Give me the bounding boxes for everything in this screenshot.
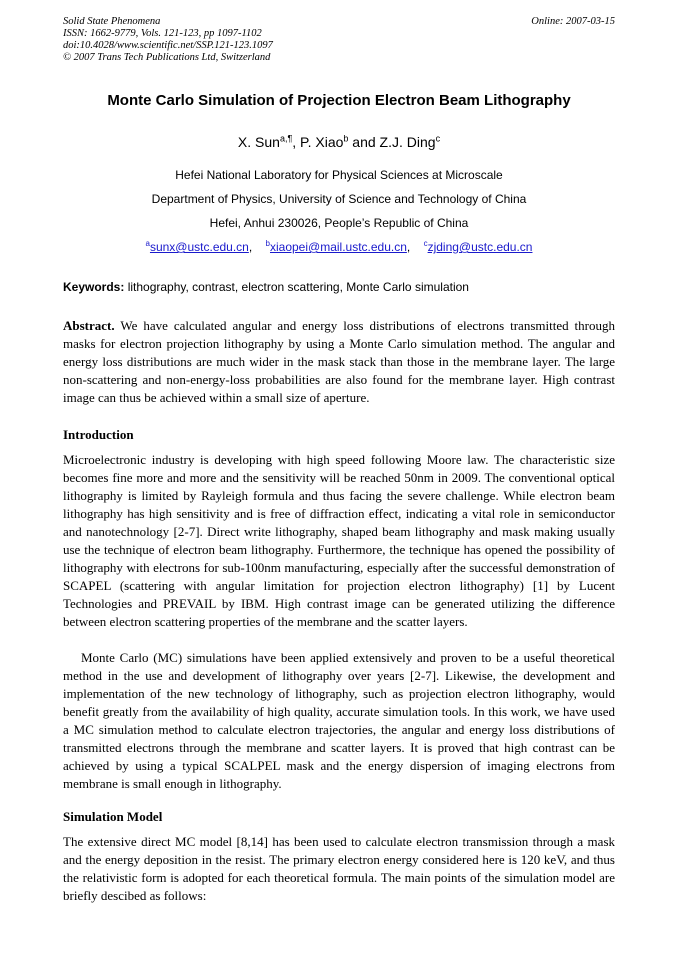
email-link[interactable]: zjding@ustc.edu.cn <box>427 240 533 254</box>
abstract-text: We have calculated angular and energy loss distributions of electrons transmitted through masks for electron projection lithography by using a Monte Carlo simulation method. The angular and energy loss distributions are much wider in the mask stack than those in the membrane layer. The large non-scattering and non-energy-loss probabilities are also found for the membrane layer. High contrast image can thus be achieved within a small size of aperture. <box>63 318 615 405</box>
affiliation-line: Department of Physics, University of Science and Technology of China <box>151 192 527 206</box>
author-list <box>0 134 678 150</box>
author-superscript: c <box>435 133 441 144</box>
journal-header <box>63 16 273 64</box>
email-link[interactable]: sunx@ustc.edu.cn <box>149 240 249 254</box>
keywords-label: Keywords: <box>63 280 125 294</box>
affiliation-line: Hefei, Anhui 230026, People’s Republic of China <box>209 216 469 230</box>
copyright-line: © 2007 Trans Tech Publications Ltd, Switzerland <box>63 52 271 63</box>
keywords-text: lithography, contrast, electron scattering, Monte Carlo simulation <box>124 280 469 294</box>
email-superscript: c <box>423 239 428 248</box>
author-name: X. Sun <box>237 134 280 150</box>
author-name: and Z.J. Ding <box>348 134 436 150</box>
email-link[interactable]: xiaopei@mail.ustc.edu.cn <box>269 240 407 254</box>
paragraph: The extensive direct MC model [8,14] has been used to calculate electron transmission through a mask and the energy deposition in the resist. The primary electron energy considered here is 120 keV, and thus the relativistic form is adopted for each theoretical formula. The main points of the simulation model are briefly descibed as follows: <box>63 834 615 903</box>
paragraph: Microelectronic industry is developing with high speed following Moore law. The characteristic size becomes fine more and more and the sensitivity will be reached 50nm in 2009. The conventional optical lithography is limited by Rayleigh formula and thus facing the severe challenge. While electron beam lithography has high sensitivity and is free of diffraction effect, indicating a vital role in semiconductor and nanotechnology [2-7]. Direct write lithography, shaped beam lithography and mask making usually use the technique of electron beam lithography. Furthermore, the technique has opened the possibility of lithography with electrons for sub-100nm manufacturing, especially after the successful demonstration of SCAPEL (scattering with angular limitation for projection electron lithography) [1] by Lucent Technologies and PREVAIL by IBM. High contrast image can be generated utilizing the difference between electron scattering properties of the membrane and the scatter layers. <box>63 452 615 629</box>
doi-line: doi:10.4028/www.scientific.net/SSP.121-123.1097 <box>63 40 273 51</box>
email-superscript: a <box>145 239 150 248</box>
email-superscript: b <box>265 239 270 248</box>
abstract-label: Abstract. <box>63 318 115 333</box>
author-superscript: b <box>343 133 349 144</box>
paper-title: Monte Carlo Simulation of Projection Electron Beam Lithography <box>107 92 571 109</box>
author-superscript: a,¶ <box>279 133 293 144</box>
author-name: , P. Xiao <box>292 134 344 150</box>
journal-name: Solid State Phenomena <box>63 16 161 27</box>
affiliation-line: Hefei National Laboratory for Physical Sciences at Microscale <box>175 168 503 182</box>
online-date: Online: 2007-03-15 <box>531 16 615 27</box>
keywords <box>63 280 615 294</box>
section-heading: Introduction <box>63 427 134 442</box>
section-heading: Simulation Model <box>63 809 163 824</box>
abstract <box>63 317 615 407</box>
issn-line: ISSN: 1662-9779, Vols. 121-123, pp 1097-1102 <box>63 28 262 39</box>
email-list: $^a$sunx@ustc.edu.cn, $^b$xiaopei@mail.ustc.edu.cn, $^c$zjding@ustc.edu.cn <box>145 239 533 254</box>
paragraph: Monte Carlo (MC) simulations have been applied extensively and proven to be a useful theoretical method in the use and development of lithography over years [2-7]. Likewise, the development and implementation of the new technology of lithography, such as projection electron lithography, would benefit greatly from the availability of high quality, accurate simulation tools. In this work, we have used a MC simulation method to calculate electron trajectories, the angular and energy loss distributions of transmitted electrons through the membrane and scatter layers. It is proved that high contrast can be achieved by using a typical SCALPEL mask and the energy dispersion of imaging electrons from membrane is small enough in lithography. <box>63 650 615 791</box>
